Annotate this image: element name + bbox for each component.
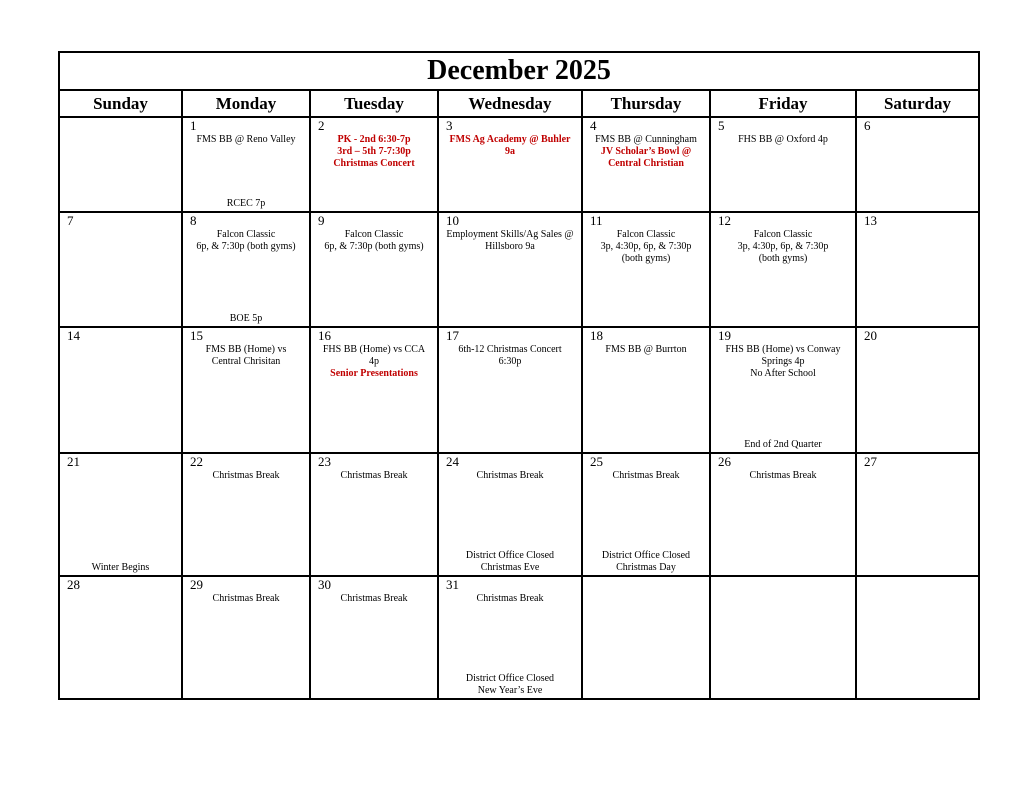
bottom-note (441, 673, 579, 697)
bottom-note-line: Christmas Eve (480, 562, 540, 573)
event-line: FMS BB @ Cunningham (595, 134, 697, 145)
day-number: 29 (190, 577, 203, 592)
day-number: 2 (318, 118, 325, 133)
bottom-note (585, 550, 707, 574)
event-line: Christmas Break (340, 470, 408, 481)
event-list (315, 470, 433, 482)
bottom-note-line: RCEC 7p (226, 198, 266, 209)
event-list (315, 229, 433, 253)
day-number: 4 (590, 118, 597, 133)
day-number: 8 (190, 213, 197, 228)
empty-day-cell (582, 576, 710, 699)
day-cell-15 (182, 327, 310, 453)
day-cell-26 (710, 453, 856, 576)
day-cell-13 (856, 212, 979, 327)
day-cell-5 (710, 117, 856, 212)
day-cell-31 (438, 576, 582, 699)
day-number: 15 (190, 328, 203, 343)
bottom-note-line: New Year’s Eve (477, 685, 543, 696)
day-number: 28 (67, 577, 80, 592)
day-number: 1 (190, 118, 197, 133)
highlighted-event-line: Central Christian (608, 158, 684, 169)
day-cell-8 (182, 212, 310, 327)
weekday-header-row (59, 90, 979, 117)
event-line: FMS BB @ Burrton (605, 344, 687, 355)
event-line: Employment Skills/Ag Sales @ (446, 229, 574, 240)
day-number: 5 (718, 118, 725, 133)
empty-day-cell (59, 117, 182, 212)
empty-day-cell (710, 576, 856, 699)
event-list (315, 344, 433, 380)
bottom-note-line: Winter Begins (91, 562, 150, 573)
day-cell-24 (438, 453, 582, 576)
event-list (587, 229, 705, 265)
event-line: Falcon Classic (344, 229, 404, 240)
week-row (59, 117, 979, 212)
event-list (715, 344, 851, 380)
event-list (187, 470, 305, 482)
bottom-note-line: Christmas Day (616, 562, 676, 573)
day-number: 20 (864, 328, 877, 343)
day-number: 19 (718, 328, 731, 343)
day-cell-4 (582, 117, 710, 212)
bottom-note (441, 550, 579, 574)
highlighted-event-line: 3rd – 5th 7-7:30p (337, 146, 411, 157)
week-row (59, 212, 979, 327)
event-line: Falcon Classic (216, 229, 276, 240)
week-row (59, 327, 979, 453)
day-cell-3 (438, 117, 582, 212)
day-number: 16 (318, 328, 331, 343)
day-cell-27 (856, 453, 979, 576)
week-row (59, 576, 979, 699)
event-list (187, 593, 305, 605)
highlighted-event-line: Senior Presentations (330, 368, 418, 379)
day-cell-2 (310, 117, 438, 212)
day-cell-18 (582, 327, 710, 453)
day-cell-29 (182, 576, 310, 699)
day-cell-6 (856, 117, 979, 212)
day-number: 27 (864, 454, 877, 469)
day-cell-21 (59, 453, 182, 576)
day-number: 26 (718, 454, 731, 469)
event-list (715, 134, 851, 146)
weekday-header-sunday: Sunday (59, 90, 182, 117)
event-line: FHS BB @ Oxford 4p (738, 134, 828, 145)
event-line: Christmas Break (749, 470, 817, 481)
highlighted-event-line: FMS Ag Academy @ Buhler (449, 134, 571, 145)
event-line: No After School (750, 368, 816, 379)
day-cell-12 (710, 212, 856, 327)
calendar-table (58, 51, 980, 700)
event-line: Falcon Classic (753, 229, 813, 240)
day-cell-30 (310, 576, 438, 699)
event-line: 6th-12 Christmas Concert (458, 344, 562, 355)
day-cell-20 (856, 327, 979, 453)
event-line: Springs 4p (761, 356, 805, 367)
day-number: 24 (446, 454, 459, 469)
day-number: 18 (590, 328, 603, 343)
event-list (443, 134, 577, 158)
empty-day-cell (856, 576, 979, 699)
day-number: 30 (318, 577, 331, 592)
day-cell-14 (59, 327, 182, 453)
event-list (315, 593, 433, 605)
day-number: 31 (446, 577, 459, 592)
calendar-title: December 2025 (59, 52, 979, 90)
event-line: 6p, & 7:30p (both gyms) (324, 241, 424, 252)
calendar-body (59, 117, 979, 699)
day-cell-17 (438, 327, 582, 453)
event-list (587, 344, 705, 356)
event-line: Christmas Break (476, 470, 544, 481)
bottom-note-line: District Office Closed (465, 550, 555, 561)
day-cell-16 (310, 327, 438, 453)
event-list (443, 470, 577, 482)
day-cell-10 (438, 212, 582, 327)
day-cell-9 (310, 212, 438, 327)
weekday-header-saturday: Saturday (856, 90, 979, 117)
day-number: 13 (864, 213, 877, 228)
day-cell-19 (710, 327, 856, 453)
highlighted-event-line: PK - 2nd 6:30-7p (337, 134, 411, 145)
day-number: 17 (446, 328, 459, 343)
bottom-note (185, 198, 307, 210)
event-line: FMS BB (Home) vs (205, 344, 287, 355)
bottom-note-line: District Office Closed (465, 673, 555, 684)
day-cell-1 (182, 117, 310, 212)
event-line: (both gyms) (758, 253, 808, 264)
day-number: 10 (446, 213, 459, 228)
bottom-note (62, 562, 179, 574)
day-number: 22 (190, 454, 203, 469)
day-number: 6 (864, 118, 871, 133)
event-line: FHS BB (Home) vs CCA (322, 344, 426, 355)
day-cell-11 (582, 212, 710, 327)
event-line: 6:30p (498, 356, 522, 367)
day-number: 14 (67, 328, 80, 343)
highlighted-event-line: Christmas Concert (333, 158, 415, 169)
event-line: 4p (369, 356, 379, 367)
event-list (443, 344, 577, 368)
event-line: 3p, 4:30p, 6p, & 7:30p (737, 241, 829, 252)
event-line: Christmas Break (212, 593, 280, 604)
weekday-header-thursday: Thursday (582, 90, 710, 117)
day-cell-7 (59, 212, 182, 327)
event-list (315, 134, 433, 170)
weekday-header-wednesday: Wednesday (438, 90, 582, 117)
event-list (187, 134, 305, 146)
event-line: Central Chrisitan (211, 356, 281, 367)
weekday-header-tuesday: Tuesday (310, 90, 438, 117)
highlighted-event-line: 9a (505, 146, 515, 157)
event-line: FMS BB @ Reno Valley (196, 134, 296, 145)
event-line: 6p, & 7:30p (both gyms) (196, 241, 296, 252)
day-number: 25 (590, 454, 603, 469)
event-line: Christmas Break (476, 593, 544, 604)
event-list (715, 229, 851, 265)
day-cell-23 (310, 453, 438, 576)
highlighted-event-line: JV Scholar’s Bowl @ (600, 146, 692, 157)
day-number: 21 (67, 454, 80, 469)
day-number: 9 (318, 213, 325, 228)
bottom-note-line: District Office Closed (601, 550, 691, 561)
event-list (715, 470, 851, 482)
day-number: 3 (446, 118, 453, 133)
event-list (587, 470, 705, 482)
event-line: Christmas Break (340, 593, 408, 604)
day-cell-28 (59, 576, 182, 699)
day-cell-22 (182, 453, 310, 576)
event-list (443, 593, 577, 605)
bottom-note (713, 439, 853, 451)
event-list (187, 344, 305, 368)
event-line: Christmas Break (612, 470, 680, 481)
day-number: 23 (318, 454, 331, 469)
day-number: 11 (590, 213, 603, 228)
event-line: Hillsboro 9a (485, 241, 535, 252)
day-number: 7 (67, 213, 74, 228)
event-line: FHS BB (Home) vs Conway (725, 344, 841, 355)
event-list (443, 229, 577, 253)
bottom-note-line: BOE 5p (229, 313, 263, 324)
weekday-header-monday: Monday (182, 90, 310, 117)
event-line: Falcon Classic (616, 229, 676, 240)
day-number: 12 (718, 213, 731, 228)
weekday-header-friday: Friday (710, 90, 856, 117)
event-line: Christmas Break (212, 470, 280, 481)
event-list (187, 229, 305, 253)
event-line: (both gyms) (621, 253, 671, 264)
day-cell-25 (582, 453, 710, 576)
event-line: 3p, 4:30p, 6p, & 7:30p (600, 241, 692, 252)
week-row (59, 453, 979, 576)
event-list (587, 134, 705, 170)
bottom-note-line: End of 2nd Quarter (744, 439, 822, 450)
bottom-note (185, 313, 307, 325)
